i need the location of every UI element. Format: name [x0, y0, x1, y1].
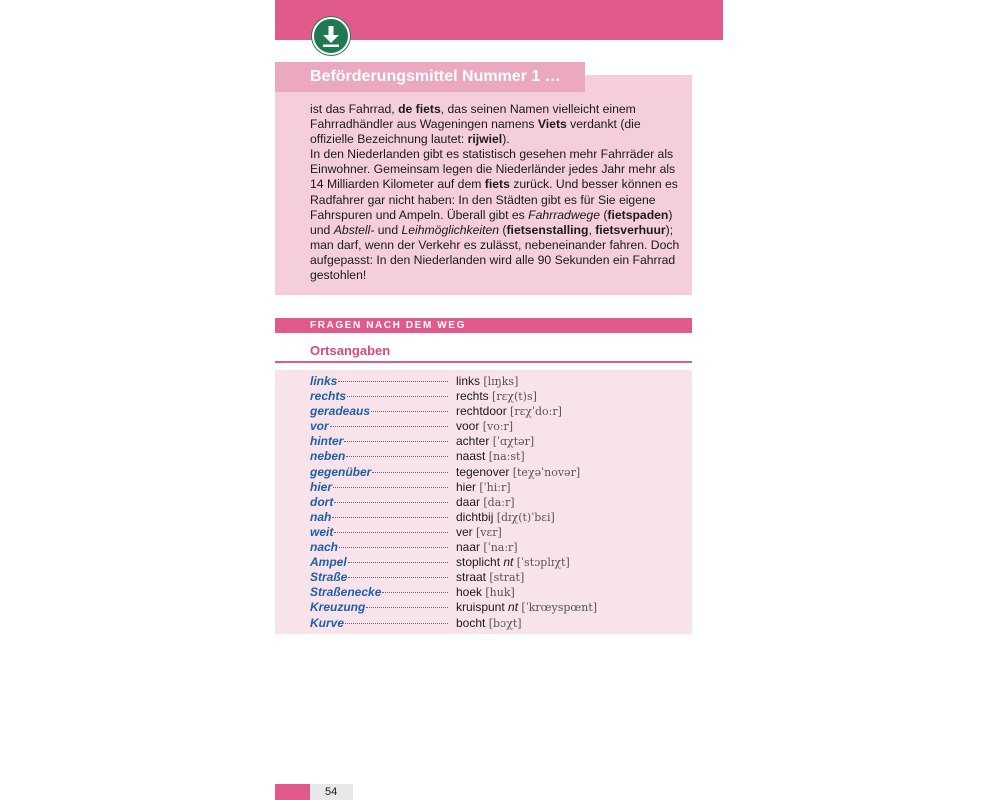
german-word: nah — [310, 509, 332, 524]
pronunciation: [ˈkrœyspœnt] — [521, 601, 598, 615]
german-entry — [310, 616, 448, 631]
bold-term: Viets — [537, 117, 567, 132]
bold-term: fietsenstalling — [506, 222, 589, 237]
leader-dots — [330, 426, 448, 427]
dutch-word: rechts — [456, 389, 489, 404]
dutch-word: achter — [456, 434, 490, 449]
dutch-entry — [456, 510, 555, 525]
german-entry — [310, 404, 448, 419]
subsection-title: Ortsangaben — [310, 343, 391, 358]
dutch-entry — [456, 616, 522, 631]
pronunciation: [teχəˈnovər] — [512, 465, 581, 479]
dutch-entry — [456, 465, 580, 480]
italic-term: Abstell- — [333, 222, 375, 237]
bold-term: fietsverhuur — [595, 222, 666, 237]
german-entry — [310, 374, 448, 389]
bold-term: fietspaden — [607, 207, 669, 222]
german-entry — [310, 480, 448, 495]
text-run: In den Niederlanden gibt es statistisch gesehen mehr Fahrräder als Einwohner. Gemeinsam legen die Niederländer jedes Jahr mehr als 14 Milliarden Kilometer auf dem — [310, 147, 676, 192]
dutch-entry — [456, 585, 515, 600]
dutch-word: hier — [456, 479, 477, 494]
pronunciation: [naːst] — [488, 450, 525, 464]
dutch-word: naar — [456, 540, 481, 555]
german-word: nach — [310, 540, 339, 555]
german-word: weit — [310, 524, 334, 539]
vocab-row — [310, 495, 690, 510]
info-paragraph — [310, 102, 682, 283]
section-label: FRAGEN NACH DEM WEG — [310, 320, 466, 331]
dutch-word: voor — [456, 419, 480, 434]
vocab-row — [310, 449, 690, 464]
german-entry — [310, 540, 448, 555]
dutch-entry — [456, 434, 534, 449]
dutch-entry — [456, 419, 513, 434]
german-word: rechts — [310, 389, 347, 404]
german-word: dort — [310, 494, 334, 509]
dutch-word: kruispunt — [456, 600, 505, 615]
dutch-entry — [456, 449, 525, 464]
text-run: ( — [599, 207, 608, 222]
text-run: , — [588, 222, 596, 237]
dutch-entry — [456, 525, 502, 540]
german-entry — [310, 495, 448, 510]
leader-dots — [334, 502, 448, 503]
vocabulary-list — [310, 374, 690, 631]
vocab-row — [310, 510, 690, 525]
dutch-word: straat — [456, 570, 487, 585]
dutch-entry — [456, 600, 597, 615]
pronunciation: [daːr] — [483, 495, 515, 509]
dutch-word: rechtdoor — [456, 404, 507, 419]
german-entry — [310, 419, 448, 434]
german-word: hinter — [310, 434, 344, 449]
dutch-word: tegenover — [456, 464, 510, 479]
vocab-row — [310, 600, 690, 615]
text-run: ( — [499, 222, 507, 237]
text-run: ). — [502, 132, 510, 147]
pronunciation: [rɛχ(t)s] — [492, 390, 537, 404]
german-entry — [310, 510, 448, 525]
page-number-bar — [275, 784, 310, 800]
pronunciation: [ˈstɔplɪχt] — [516, 556, 570, 570]
german-entry — [310, 434, 448, 449]
german-entry — [310, 585, 448, 600]
german-entry — [310, 555, 448, 570]
pronunciation: [ˈhiːr] — [479, 480, 511, 494]
bold-term: de fiets — [398, 102, 441, 116]
pronunciation: [vɛr] — [476, 525, 502, 539]
dutch-entry — [456, 540, 518, 555]
dutch-word: daar — [456, 494, 481, 509]
german-entry — [310, 600, 448, 615]
pronunciation: [strat] — [489, 571, 525, 585]
german-entry — [310, 570, 448, 585]
italic-term: Fahrradwege — [528, 207, 600, 222]
dutch-word: hoek — [456, 585, 483, 600]
dutch-entry — [456, 480, 511, 495]
german-word: neben — [310, 449, 346, 464]
text-run: und — [374, 222, 402, 237]
vocab-row — [310, 570, 690, 585]
dutch-entry — [456, 555, 570, 570]
leader-dots — [334, 532, 448, 533]
text-run: zurück. Und besser können es Radfahrer gar nicht haben: In den Städten gibt es für Sie eigene Fahrspuren und Ampeln. Überall gibt es — [310, 177, 678, 222]
german-entry — [310, 449, 448, 464]
text-run: ) und — [310, 207, 673, 237]
german-word: gegenüber — [310, 464, 372, 479]
text-run: ist das Fahrrad, — [310, 102, 399, 116]
dutch-word: links — [456, 374, 481, 388]
leader-dots — [347, 396, 448, 397]
bold-term: rijwiel — [467, 132, 503, 147]
vocab-row — [310, 480, 690, 495]
leader-dots — [338, 381, 448, 382]
vocab-row — [310, 555, 690, 570]
leader-dots — [332, 517, 448, 518]
vocab-row — [310, 374, 690, 389]
dutch-entry — [456, 495, 515, 510]
dutch-word: dichtbij — [456, 509, 494, 524]
dutch-entry — [456, 389, 537, 404]
german-word: vor — [310, 419, 329, 434]
german-word: Straßenecke — [310, 585, 382, 600]
grammar-gender: nt — [503, 555, 514, 570]
bold-term: fiets — [484, 177, 510, 192]
german-word: Ampel — [310, 555, 347, 570]
pronunciation: [lɪŋks] — [483, 375, 519, 388]
german-word: Kurve — [310, 615, 345, 630]
pronunciation: [rɛχˈdoːr] — [510, 405, 562, 419]
leader-dots — [348, 577, 448, 578]
italic-term: Leihmöglichkeiten — [401, 222, 500, 237]
page-number: 54 — [325, 786, 338, 798]
vocab-row — [310, 540, 690, 555]
german-entry — [310, 389, 448, 404]
info-title: Beförderungsmittel Nummer 1 … — [310, 68, 561, 85]
dutch-entry — [456, 404, 562, 419]
german-entry — [310, 525, 448, 540]
text-run: ); man darf, wenn der Verkehr es zulässt, nebeneinander fahren. Doch aufgepasst: In den Niederlanden wird alle 90 Sekunden ein Fahrrad gestohlen! — [310, 222, 680, 283]
leader-dots — [346, 456, 448, 457]
dutch-entry — [456, 374, 518, 389]
vocab-row — [310, 525, 690, 540]
german-word: Kreuzung — [310, 600, 366, 615]
vocab-row — [310, 389, 690, 404]
leader-dots — [372, 472, 448, 473]
german-word: geradeaus — [310, 404, 371, 419]
dutch-word: ver — [456, 524, 473, 539]
leader-dots — [333, 487, 448, 488]
leader-dots — [382, 592, 448, 593]
leader-dots — [366, 607, 448, 608]
dutch-word: bocht — [456, 615, 486, 630]
vocab-row — [310, 465, 690, 480]
pronunciation: [ˈɑχtər] — [492, 435, 535, 449]
pronunciation: [ˈnaːr] — [483, 541, 518, 555]
grammar-gender: nt — [508, 600, 519, 615]
leader-dots — [348, 562, 448, 563]
subsection-rule — [275, 361, 692, 363]
german-word: links — [310, 374, 338, 388]
leader-dots — [345, 623, 448, 624]
german-entry — [310, 465, 448, 480]
vocab-row — [310, 434, 690, 449]
dutch-word: stoplicht — [456, 555, 501, 570]
vocab-row — [310, 585, 690, 600]
pronunciation: [huk] — [485, 586, 515, 600]
text-run: , das seinen Namen vielleicht einem Fahrradhändler aus Wageningen namens — [310, 102, 636, 132]
vocab-row — [310, 616, 690, 631]
dutch-word: naast — [456, 449, 486, 464]
text-run: verdankt (die offizielle Bezeichnung lautet: — [310, 117, 641, 147]
dutch-entry — [456, 570, 524, 585]
leader-dots — [371, 411, 448, 412]
pronunciation: [voːr] — [482, 420, 514, 434]
download-icon[interactable] — [312, 17, 350, 55]
leader-dots — [344, 441, 448, 442]
pronunciation: [bɔχt] — [488, 616, 522, 630]
german-word: hier — [310, 479, 333, 494]
german-word: Straße — [310, 570, 348, 585]
leader-dots — [339, 547, 448, 548]
pronunciation: [dɪχ(t)ˈbɛi] — [496, 510, 555, 524]
vocab-row — [310, 419, 690, 434]
vocab-row — [310, 404, 690, 419]
